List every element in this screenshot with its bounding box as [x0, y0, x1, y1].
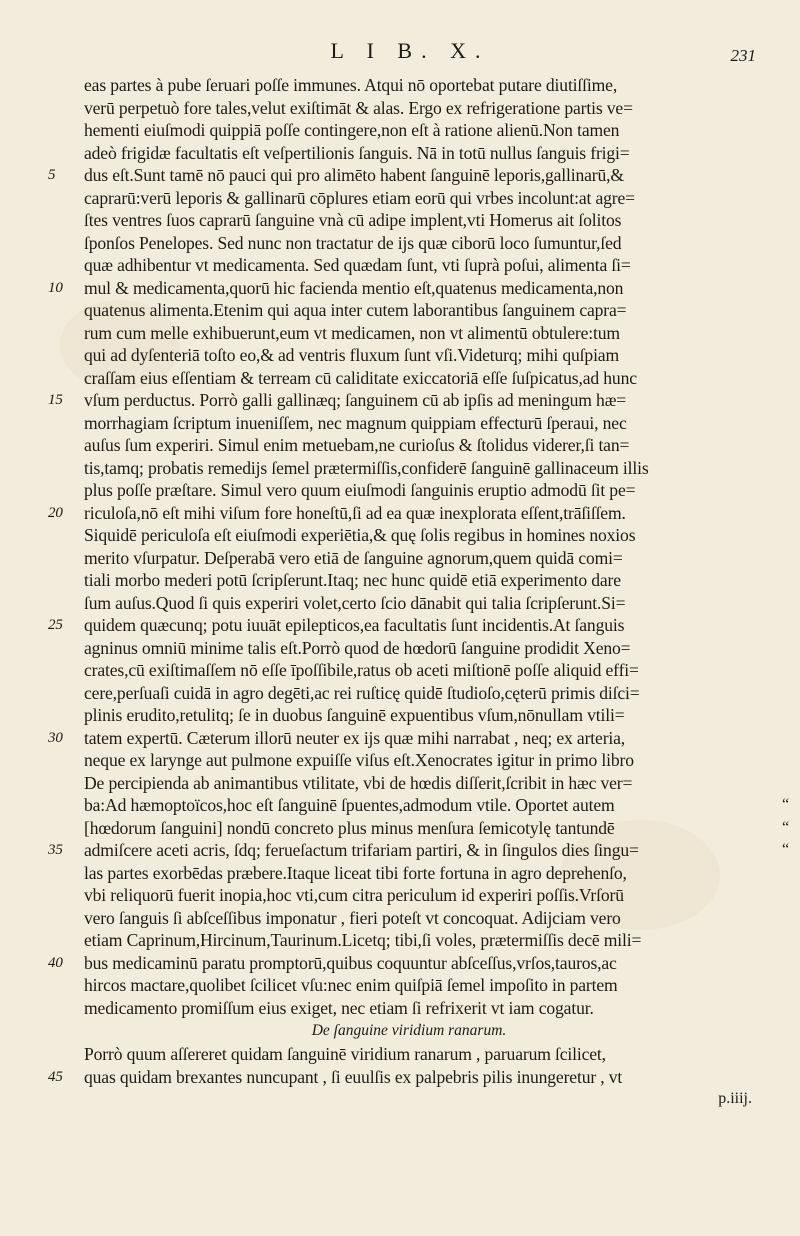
line-number: 45 [48, 1068, 63, 1085]
text-line [84, 794, 789, 817]
text-line [84, 884, 764, 907]
text-line [84, 862, 764, 885]
line-number: 40 [48, 954, 63, 971]
line-text: quidem quæcunq; potu iuuāt epilepticos,ea facultatis ſunt incidentis.At ſanguis [84, 615, 625, 635]
line-text: tis,tamq; probatis remedijs ſemel prætermiſſis,confiderē ſanguinē gallinaceum illis [84, 457, 649, 478]
line-text: tiali morbo mederi potū ſcripſerunt.Itaq; nec hunc quidē etiā experimento dare [84, 570, 621, 590]
text-line [48, 839, 789, 862]
body-text [48, 74, 789, 1110]
line-text: eas partes à pube ſeruari poſſe immunes. Atqui nō oportebat putare diutiſſime, [84, 75, 618, 95]
signature-mark: p.iiij. [718, 1090, 752, 1107]
line-text: ſponſos Penelopes. Sed nunc non tractatur de ijs quæ ciborū loco ſumuntur,ſed [84, 232, 622, 253]
line-text: agninus omniū minime talis eſt.Porrò quod de hœdorū ſanguine prodidit Xeno= [84, 637, 631, 658]
line-text: etiam Caprinum,Hircinum,Taurinum.Licetq; tibi,ſi voles, prætermiſſis decē mili= [84, 930, 642, 950]
line-text: ba:Ad hæmoptoïcos,hoc eſt ſanguinē ſpuentes,admodum vtile. Oportet autem [84, 795, 615, 815]
text-line [84, 119, 764, 142]
line-text: Porrò quum aſſereret quidam ſanguinē viridium ranarum , paruarum ſcilicet, [84, 1044, 606, 1064]
text-line [84, 592, 764, 615]
line-text: quatenus alimenta.Etenim qui aqua inter cutem laborantibus ſanguinem capra= [84, 300, 627, 320]
line-text: caprarū:verū leporis & gallinarū cōplures etiam eorū qui vrbes incolunt:at agre= [84, 187, 635, 208]
line-text: dus eſt.Sunt tamē nō pauci qui pro alimēto habent ſanguinē leporis,gallinarū,& [84, 165, 624, 185]
line-text: cere,perſuaſi cuidā in agro degēti,ac rei ruſticę quidē ſtudioſo,cęterū primis diſci= [84, 682, 640, 703]
text-line [84, 547, 764, 570]
text-line [84, 929, 764, 952]
text-line [48, 952, 764, 975]
text-line [84, 569, 764, 592]
line-text: vſum perductus. Porrò galli gallinæq; ſanguinem cū ab ipſis ad meningum hæ= [84, 390, 627, 410]
line-text: plus poſſe præſtare. Simul vero quum eiuſmodi ſanguinis eruptio admodū ſit pe= [84, 480, 636, 500]
text-line [84, 142, 764, 165]
text-line [84, 1043, 764, 1066]
text-line [48, 614, 764, 637]
line-text: craſſam eius eſſentiam & terream cū caliditate exiccatoriā eſſe ſuſpicatus,ad hunc [84, 367, 637, 388]
line-number: 10 [48, 279, 63, 296]
line-text: hircos mactare,quolibet ſcilicet vſu:nec enim quiſpiā ſemel impoſito in partem [84, 975, 618, 995]
text-line [84, 974, 764, 997]
line-text: auſus ſum experiri. Simul enim metuebam,ne curioſus & ſtolidus viderer,ſi tan= [84, 435, 630, 455]
line-text: vero ſanguis ſi abſceſſibus imponatur , fieri poteſt vt concoquat. Adijciam vero [84, 907, 621, 928]
text-line [48, 727, 764, 750]
text-line [84, 434, 764, 457]
text-line [84, 907, 764, 930]
line-text: De percipienda ab animantibus vtilitate, vbi de hœdis diſſerit,ſcribit in hæc ver= [84, 772, 633, 793]
line-text: medicamento promiſſum eius exiget, nec etiam ſi refrixerit vt iam cogatur. [84, 997, 594, 1018]
text-line [48, 502, 764, 525]
line-text: crates,cū exiſtimaſſem nō eſſe īpoſſibile,ratus ob aceti miſtionē poſſe aliquid effi= [84, 660, 639, 680]
text-line [84, 367, 764, 390]
line-text: morrhagiam ſcriptum inueniſſem, nec magnum quippiam effecturū ſperaui, nec [84, 412, 627, 433]
line-number: 25 [48, 617, 63, 633]
text-line [84, 74, 764, 97]
text-line [84, 97, 764, 120]
line-text: merito vſurpatur. Deſperabā vero etiā de ſanguine agnorum,quem quidā comi= [84, 547, 623, 568]
line-number: 20 [48, 504, 63, 521]
text-line [84, 457, 764, 480]
line-number: 35 [48, 842, 63, 858]
text-line [84, 682, 764, 705]
line-text: quæ adhibentur vt medicamenta. Sed quædam ſunt, vti ſuprà poſui, alimenta ſi= [84, 255, 631, 275]
line-text: ſtes ventres ſuos caprarū ſanguine vnà cū adipe implent,vti Homerus ait ſolitos [84, 210, 622, 230]
line-text: Siquidē periculoſa eſt eiuſmodi experiētia,& quę ſolis regibus in homines noxios [84, 525, 636, 545]
line-number: 15 [48, 392, 63, 408]
line-number: 30 [48, 729, 63, 746]
line-text: tatem expertū. Cæterum illorū neuter ex ijs quæ mihi narrabat , neq; ex arteria, [84, 727, 626, 748]
text-line [48, 389, 764, 412]
line-text: vbi reliquorū fuerit inopia,hoc vti,cum citra periculum id experiri poſſis.Vrſorū [84, 885, 624, 905]
text-line [48, 1066, 764, 1089]
page-header [0, 38, 800, 68]
quotation-mark: “ [782, 818, 789, 836]
section-heading: De ſanguine viridium ranarum. [311, 1022, 507, 1039]
line-text: admiſcere aceti acris, ſdq; ferueſactum trifariam partiri, & in ſingulos dies ſingu= [84, 840, 639, 860]
folio-number: 231 [730, 46, 756, 65]
text-line [84, 704, 764, 727]
text-line [84, 772, 764, 795]
text-line [84, 479, 764, 502]
text-line [84, 299, 764, 322]
line-text: mul & medicamenta,quorū hic facienda mentio eſt,quatenus medicamenta,non [84, 277, 624, 298]
line-text: las partes exorbēdas præbere.Itaque liceat tibi forte fortuna in agro deprehenſo, [84, 862, 627, 883]
text-line [84, 637, 764, 660]
line-text: hementi eiuſmodi quippiā poſſe contingere,non eſt à ratione alienū.Non tamen [84, 120, 620, 140]
line-text: ſum auſus.Quod ſi quis experiri volet,certo ſcio dānabit qui talia ſcripſerunt.Si= [84, 592, 626, 613]
line-text: rum cum melle exhibuerunt,eum vt medicamen, non vt alimentū obtulere:tum [84, 322, 620, 343]
text-line [84, 412, 764, 435]
running-head: L I B. X. [330, 38, 490, 63]
text-line [84, 232, 764, 255]
quotation-mark: “ [782, 796, 789, 813]
line-text: plinis erudito,retulitq; ſe in duobus ſanguinē expuentibus vſum,nōnullam vtili= [84, 705, 625, 725]
text-line [84, 817, 789, 840]
text-line [84, 749, 764, 772]
text-line [84, 659, 764, 682]
text-line [84, 524, 764, 547]
text-line [84, 997, 764, 1020]
text-line [84, 209, 764, 232]
line-text: adeò frigidæ facultatis eſt veſpertilionis ſanguis. Nā in totū nullus ſanguis frigi= [84, 142, 630, 163]
text-line [84, 254, 764, 277]
text-line [84, 187, 764, 210]
text-line [48, 164, 764, 187]
line-text: quas quidam brexantes nuncupant , ſi euulſis ex palpebris pilis inungeretur , vt [84, 1066, 623, 1087]
line-number: 5 [48, 167, 56, 183]
text-line [84, 322, 764, 345]
line-text: riculoſa,nō eſt mihi viſum fore honeſtū,ſi ad ea quæ inexplorata eſſent,trāſiſſem. [84, 502, 626, 523]
text-line [84, 344, 764, 367]
text-line [48, 277, 764, 300]
line-text: neque ex larynge aut pulmone expuiſſe viſus eſt.Xenocrates igitur in primo libro [84, 750, 634, 770]
line-text: qui ad dyſenteriā toſto eo,& ad ventris fluxum ſunt vſi.Videturq; mihi quſpiam [84, 345, 620, 365]
line-text: [hœdorum ſanguini] nondū concreto plus minus menſura ſemicotylę tantundē [84, 817, 615, 838]
quotation-mark: “ [782, 841, 789, 858]
line-text: verū perpetuò fore tales,velut exiſtimāt & alas. Ergo ex refrigeratione partis ve= [84, 97, 633, 118]
line-text: bus medicaminū paratu promptorū,quibus coquuntur abſceſſus,vrſos,tauros,ac [84, 952, 617, 973]
